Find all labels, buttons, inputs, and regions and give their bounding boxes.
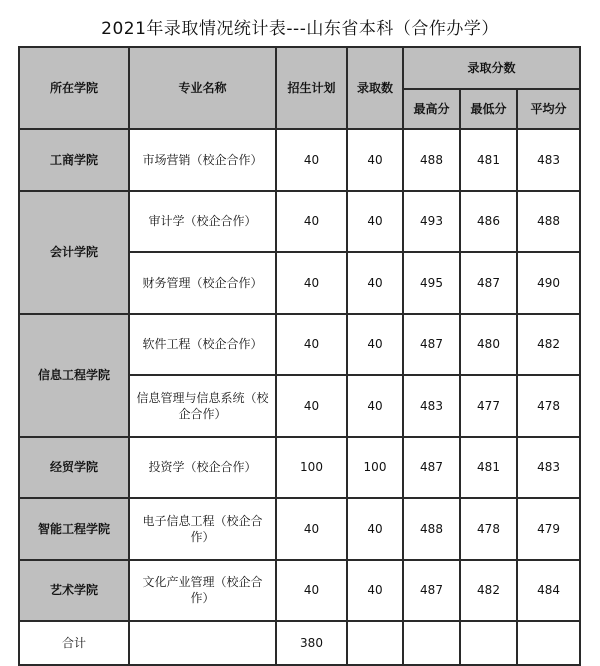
admitted-cell: 100: [347, 437, 403, 499]
max-score-cell: 487: [403, 437, 460, 499]
min-score-cell: 480: [460, 314, 517, 376]
table-row: [19, 437, 580, 499]
admitted-cell: 40: [347, 129, 403, 191]
major-cell: 电子信息工程（校企合作）: [129, 498, 276, 560]
plan-cell: 40: [276, 560, 347, 622]
avg-score-cell: 490: [517, 252, 580, 314]
total-label: 合计: [19, 621, 129, 665]
plan-cell: 40: [276, 375, 347, 437]
total-empty-cell: [129, 621, 276, 665]
avg-score-cell: 479: [517, 498, 580, 560]
header-min: 最低分: [460, 89, 517, 129]
major-cell: 投资学（校企合作）: [129, 437, 276, 499]
college-cell: 智能工程学院: [19, 498, 129, 560]
total-empty-cell: [517, 621, 580, 665]
max-score-cell: 488: [403, 129, 460, 191]
admitted-cell: 40: [347, 375, 403, 437]
min-score-cell: 481: [460, 129, 517, 191]
avg-score-cell: 482: [517, 314, 580, 376]
admission-table: [18, 46, 581, 666]
min-score-cell: 482: [460, 560, 517, 622]
max-score-cell: 487: [403, 314, 460, 376]
header-plan: 招生计划: [276, 47, 347, 129]
table-row: [19, 129, 580, 191]
college-cell: 工商学院: [19, 129, 129, 191]
table-row: [19, 560, 580, 622]
college-cell: 艺术学院: [19, 560, 129, 622]
min-score-cell: 487: [460, 252, 517, 314]
plan-cell: 40: [276, 498, 347, 560]
table-row: [19, 314, 580, 376]
college-cell: 会计学院: [19, 191, 129, 314]
avg-score-cell: 483: [517, 437, 580, 499]
plan-cell: 100: [276, 437, 347, 499]
header-major: 专业名称: [129, 47, 276, 129]
table-row: [19, 498, 580, 560]
college-cell: 经贸学院: [19, 437, 129, 499]
admitted-cell: 40: [347, 560, 403, 622]
total-row: [19, 621, 580, 665]
college-cell: 信息工程学院: [19, 314, 129, 437]
avg-score-cell: 483: [517, 129, 580, 191]
table-row: [19, 191, 580, 253]
plan-cell: 40: [276, 129, 347, 191]
avg-score-cell: 484: [517, 560, 580, 622]
total-plan: 380: [276, 621, 347, 665]
major-cell: 市场营销（校企合作）: [129, 129, 276, 191]
major-cell: 信息管理与信息系统（校企合作）: [129, 375, 276, 437]
max-score-cell: 488: [403, 498, 460, 560]
max-score-cell: 493: [403, 191, 460, 253]
plan-cell: 40: [276, 314, 347, 376]
plan-cell: 40: [276, 191, 347, 253]
header-admitted: 录取数: [347, 47, 403, 129]
min-score-cell: 486: [460, 191, 517, 253]
min-score-cell: 477: [460, 375, 517, 437]
total-empty-cell: [460, 621, 517, 665]
header-scores: 录取分数: [403, 47, 580, 89]
major-cell: 文化产业管理（校企合作）: [129, 560, 276, 622]
plan-cell: 40: [276, 252, 347, 314]
header-max: 最高分: [403, 89, 460, 129]
total-empty-cell: [347, 621, 403, 665]
avg-score-cell: 488: [517, 191, 580, 253]
max-score-cell: 495: [403, 252, 460, 314]
max-score-cell: 483: [403, 375, 460, 437]
min-score-cell: 481: [460, 437, 517, 499]
avg-score-cell: 478: [517, 375, 580, 437]
max-score-cell: 487: [403, 560, 460, 622]
major-cell: 审计学（校企合作）: [129, 191, 276, 253]
admitted-cell: 40: [347, 191, 403, 253]
min-score-cell: 478: [460, 498, 517, 560]
total-empty-cell: [403, 621, 460, 665]
header-college: 所在学院: [19, 47, 129, 129]
major-cell: 财务管理（校企合作）: [129, 252, 276, 314]
page-title: 2021年录取情况统计表---山东省本科（合作办学）: [101, 19, 499, 39]
admitted-cell: 40: [347, 314, 403, 376]
admitted-cell: 40: [347, 498, 403, 560]
header-avg: 平均分: [517, 89, 580, 129]
major-cell: 软件工程（校企合作）: [129, 314, 276, 376]
admitted-cell: 40: [347, 252, 403, 314]
